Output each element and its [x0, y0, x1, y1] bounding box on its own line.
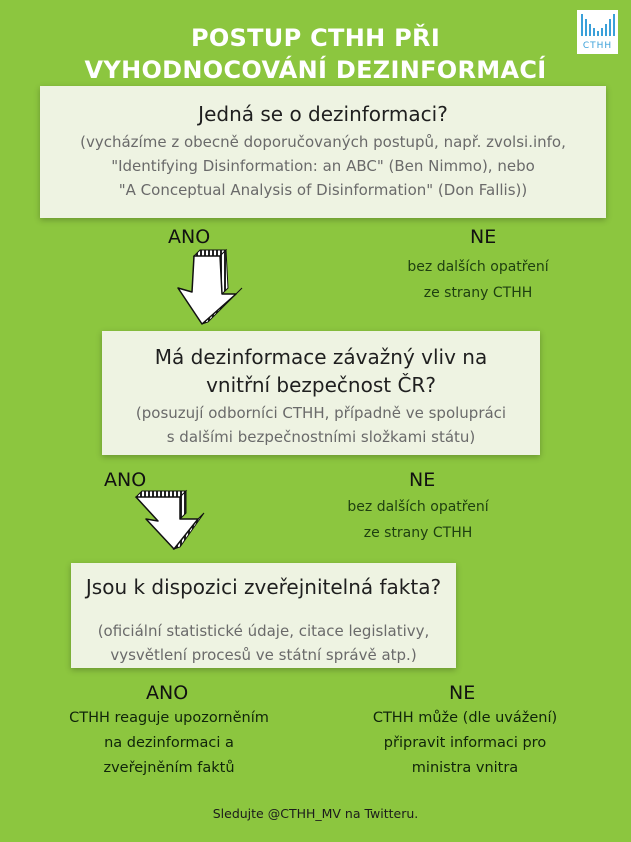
- footer-twitter-text: Sledujte @CTHH_MV na Twitteru.: [212, 806, 419, 821]
- question-3-detail-2: vysvětlení procesů ve státní správě atp.): [110, 646, 417, 664]
- no-result-2-line-2: ze strany CTHH: [363, 525, 473, 541]
- no-result-1: [390, 254, 566, 306]
- question-1-detail-1: (vycházíme z obecně doporučovaných postupů, např. zvolsi.info,: [80, 133, 566, 151]
- cthh-logo: [577, 10, 618, 54]
- question-1-detail-2: "Identifying Disinformation: an ABC" (Ben Nimmo), nebo: [111, 157, 535, 175]
- yes-result-3-line-3: zveřejněním faktů: [103, 760, 235, 776]
- page-title: [0, 22, 631, 86]
- no-result-3: [350, 706, 580, 781]
- no-result-3-line-2: připravit informaci pro: [383, 735, 547, 751]
- logo-text: CTHH: [582, 41, 613, 51]
- no-result-1-line-1: bez dalších opatření: [407, 259, 549, 275]
- logo-bars-icon: [577, 10, 618, 42]
- question-box-2: [102, 331, 540, 455]
- no-result-3-line-1: CTHH může (dle uvážení): [372, 710, 558, 726]
- down-arrow-icon: [132, 487, 216, 553]
- title-line-2: VYHODNOCOVÁNÍ DEZINFORMACÍ: [84, 56, 547, 84]
- question-box-3: [71, 563, 456, 668]
- yes-result-3: [54, 706, 284, 781]
- question-box-1: [40, 86, 606, 218]
- no-result-1-line-2: ze strany CTHH: [423, 285, 533, 301]
- question-2-detail-2: s dalšími bezpečnostními složkami státu): [166, 428, 476, 446]
- question-3-detail-1: (oficiální statistické údaje, citace legislativy,: [97, 622, 430, 640]
- no-result-3-line-3: ministra vnitra: [411, 760, 519, 776]
- yes-result-3-line-1: CTHH reaguje upozorněním: [69, 710, 269, 726]
- yes-result-3-line-2: na dezinformaci a: [104, 735, 234, 751]
- title-line-1: POSTUP CTHH PŘI: [190, 24, 441, 52]
- yes-label-2: ANO: [104, 469, 147, 491]
- question-2-line-2: vnitřní bezpečnost ČR?: [206, 373, 436, 397]
- no-label-2: NE: [409, 469, 436, 491]
- no-result-2-line-1: bez dalších opatření: [347, 499, 489, 515]
- question-3: Jsou k dispozici zveřejnitelná fakta?: [85, 575, 442, 599]
- yes-label-1: ANO: [168, 226, 211, 248]
- no-result-2: [330, 494, 506, 546]
- question-2-detail-1: (posuzují odborníci CTHH, případně ve spolupráci: [135, 404, 507, 422]
- yes-label-3: ANO: [146, 682, 189, 704]
- no-label-1: NE: [470, 226, 497, 248]
- no-label-3: NE: [449, 682, 476, 704]
- question-1: Jedná se o dezinformaci?: [198, 102, 448, 126]
- question-2-line-1: Má dezinformace závažný vliv na: [154, 345, 488, 369]
- down-arrow-icon: [176, 248, 260, 326]
- question-1-detail-3: "A Conceptual Analysis of Disinformation" (Don Fallis)): [118, 181, 528, 199]
